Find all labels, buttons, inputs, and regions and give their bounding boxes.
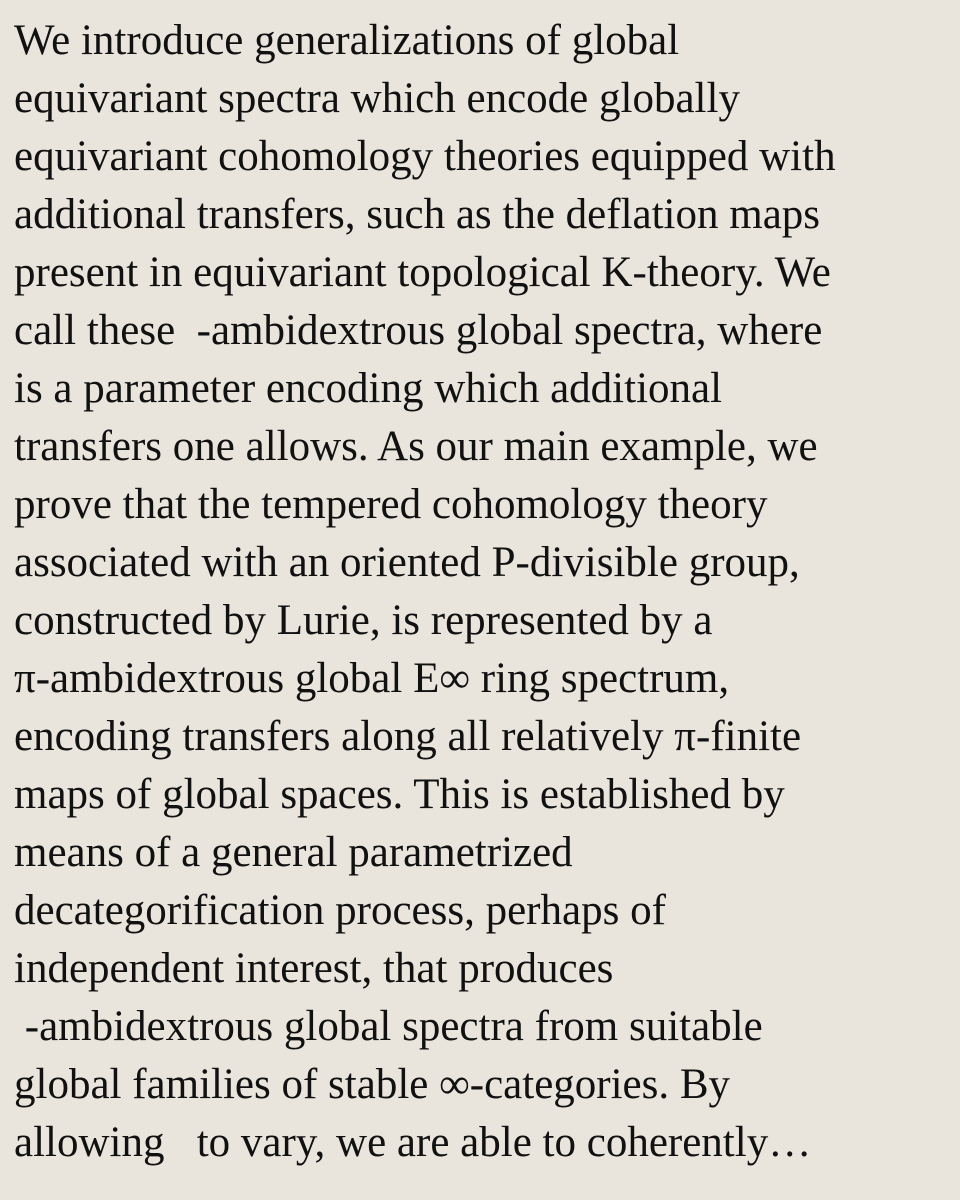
text-line: maps of global spaces. This is established by xyxy=(14,771,785,818)
text-line: We introduce generalizations of global xyxy=(14,17,680,64)
text-line: independent interest, that produces xyxy=(14,945,614,992)
text-line: global families of stable ∞-categories. By xyxy=(14,1061,731,1108)
text-line: call these -ambidextrous global spectra, where xyxy=(14,307,823,354)
text-line: allowing to vary, we are able to coherently… xyxy=(14,1119,812,1166)
text-line: -ambidextrous global spectra from suitable xyxy=(14,1003,763,1050)
text-line: decategorification process, perhaps of xyxy=(14,887,666,934)
abstract-text xyxy=(14,12,954,1172)
text-line: present in equivariant topological K-theory. We xyxy=(14,249,831,296)
text-line: prove that the tempered cohomology theory xyxy=(14,481,768,528)
text-line: means of a general parametrized xyxy=(14,829,573,876)
text-line: is a parameter encoding which additional xyxy=(14,365,723,412)
text-line: equivariant cohomology theories equipped with xyxy=(14,133,836,180)
text-line: transfers one allows. As our main example, we xyxy=(14,423,818,470)
text-line: constructed by Lurie, is represented by a xyxy=(14,597,713,644)
text-line: encoding transfers along all relatively π-finite xyxy=(14,713,802,760)
text-line: π-ambidextrous global E∞ ring spectrum, xyxy=(14,655,730,702)
text-line: equivariant spectra which encode globally xyxy=(14,75,740,122)
text-line: additional transfers, such as the deflation maps xyxy=(14,191,821,238)
text-line: associated with an oriented P-divisible group, xyxy=(14,539,800,586)
